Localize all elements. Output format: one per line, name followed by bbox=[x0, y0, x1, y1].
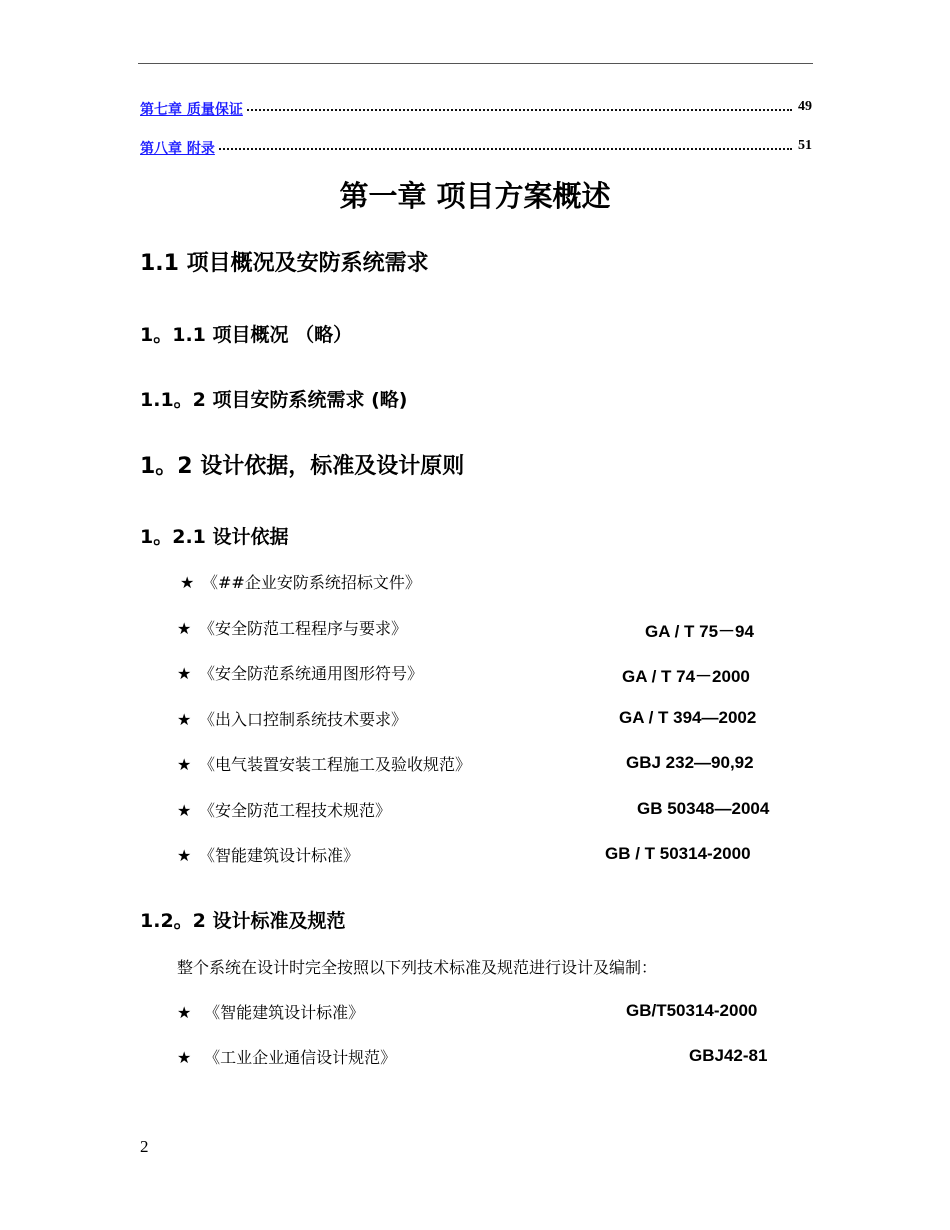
document-title: 《安全防范工程技术规范》 bbox=[199, 801, 392, 820]
document-title: 《安全防范工程程序与要求》 bbox=[199, 619, 408, 638]
section-1-1-1-heading: 1。1.1 项目概况 （略） bbox=[140, 324, 353, 346]
standard-code: GBJ42-81 bbox=[689, 1046, 768, 1065]
list-item bbox=[177, 1045, 396, 1068]
page-number: 2 bbox=[140, 1137, 149, 1156]
document-title: 《安全防范系统通用图形符号》 bbox=[199, 664, 424, 683]
toc-entry-chapter-7[interactable] bbox=[140, 99, 812, 119]
toc-link-chapter-8[interactable]: 第八章 附录 bbox=[140, 138, 217, 158]
standard-code: GB 50348—2004 bbox=[637, 799, 770, 818]
star-icon: ★ bbox=[177, 801, 192, 820]
header-rule bbox=[138, 63, 813, 64]
toc-leader-dots bbox=[140, 148, 792, 150]
document-title: 《工业企业通信设计规范》 bbox=[199, 1048, 397, 1067]
toc-page-number: 51 bbox=[795, 138, 812, 154]
star-icon: ★ bbox=[177, 710, 192, 729]
standards-intro-paragraph: 整个系统在设计时完全按照以下列技术标准及规范进行设计及编制： bbox=[177, 958, 658, 977]
star-icon: ★ bbox=[177, 846, 192, 865]
list-item bbox=[177, 843, 359, 866]
document-title: 《智能建筑设计标准》 bbox=[199, 846, 360, 865]
list-item bbox=[177, 798, 391, 821]
list-item bbox=[177, 616, 407, 639]
toc-page-number: 49 bbox=[795, 99, 812, 115]
star-icon: ★ bbox=[177, 1048, 192, 1067]
standard-code: GB / T 50314-2000 bbox=[605, 844, 751, 863]
section-1-1-heading: 1.1 项目概况及安防系统需求 bbox=[140, 251, 429, 276]
toc-entry-chapter-8[interactable] bbox=[140, 138, 812, 158]
list-item bbox=[177, 752, 471, 775]
section-1-2-heading: 1。2 设计依据，标准及设计原则 bbox=[140, 454, 465, 479]
document-title: 《出入口控制系统技术要求》 bbox=[199, 710, 408, 729]
standard-code: GA / T 74－2000 bbox=[622, 667, 750, 686]
star-icon: ★ bbox=[177, 619, 192, 638]
document-title: 《电气装置安装工程施工及验收规范》 bbox=[199, 755, 472, 774]
standard-code: GBJ 232—90,92 bbox=[626, 753, 754, 772]
standard-code: GA / T 75－94 bbox=[645, 622, 754, 641]
document-title: 《智能建筑设计标准》 bbox=[199, 1003, 365, 1022]
section-1-2-1-heading: 1。2.1 设计依据 bbox=[140, 526, 289, 548]
list-item bbox=[180, 570, 421, 593]
list-item bbox=[177, 707, 407, 730]
chapter-title: 第一章 项目方案概述 bbox=[339, 179, 611, 213]
section-1-2-2-heading: 1.2。2 设计标准及规范 bbox=[140, 910, 346, 932]
star-icon: ★ bbox=[177, 664, 192, 683]
list-item bbox=[177, 661, 423, 684]
star-icon: ★ bbox=[180, 573, 195, 592]
section-1-1-2-heading: 1.1。2 项目安防系统需求 (略) bbox=[140, 389, 408, 411]
standard-code: GA / T 394—2002 bbox=[619, 708, 757, 727]
document-title: 《##企业安防系统招标文件》 bbox=[202, 573, 421, 592]
star-icon: ★ bbox=[177, 1003, 192, 1022]
standard-code: GB/T50314-2000 bbox=[626, 1001, 758, 1020]
toc-link-chapter-7[interactable]: 第七章 质量保证 bbox=[140, 99, 245, 119]
star-icon: ★ bbox=[177, 755, 192, 774]
list-item bbox=[177, 1000, 364, 1023]
